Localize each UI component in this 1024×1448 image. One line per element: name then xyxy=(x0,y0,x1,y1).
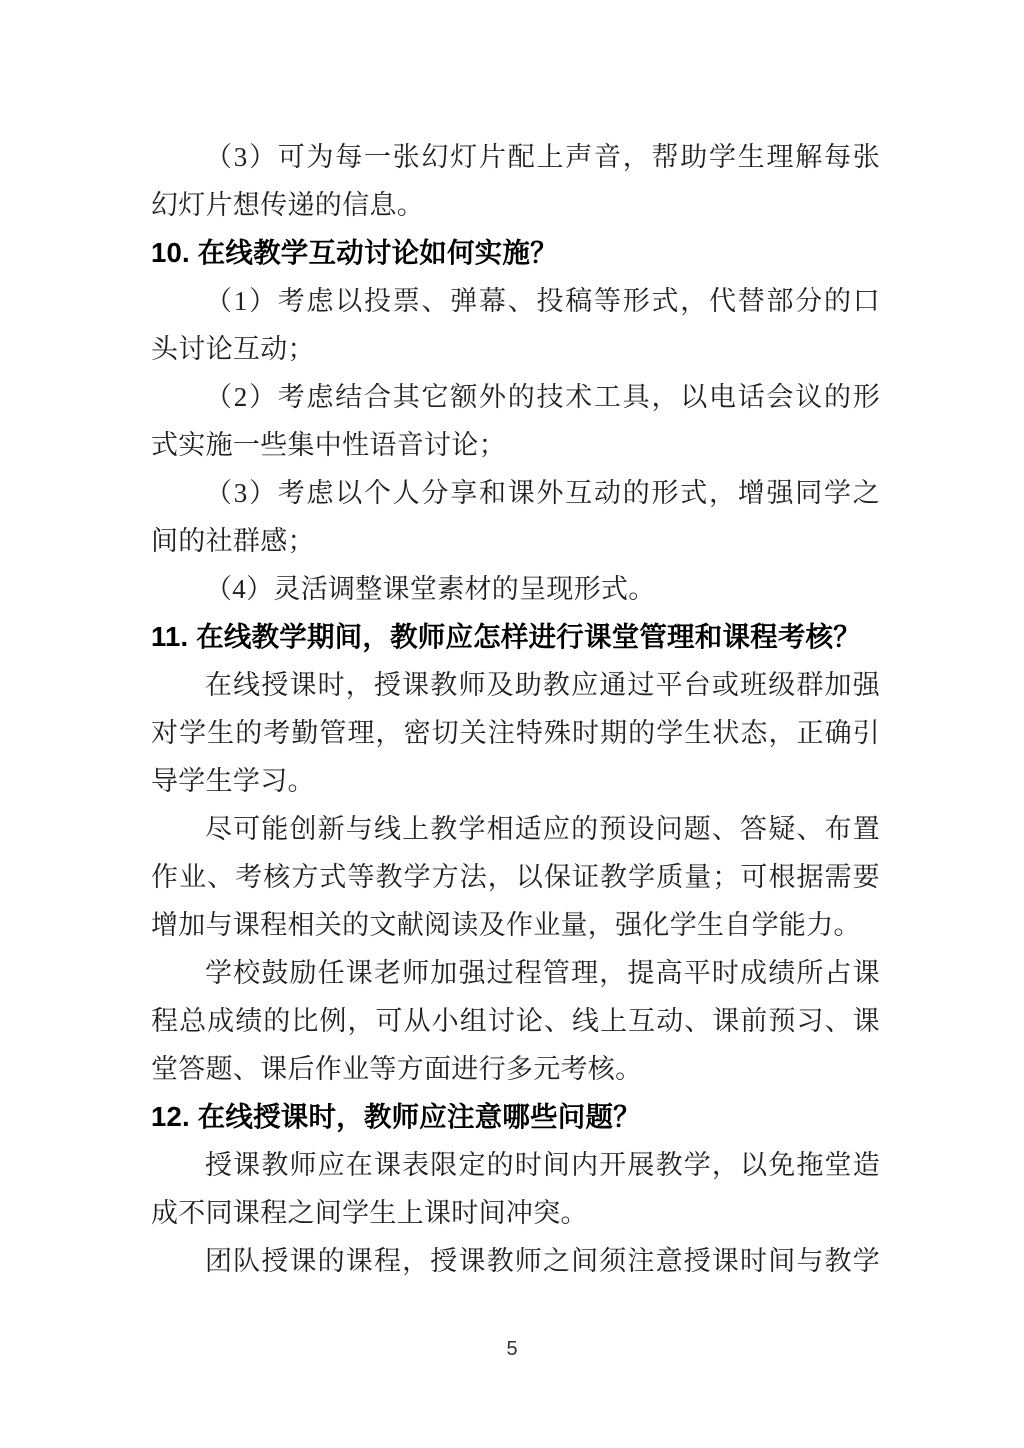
text-column xyxy=(151,133,880,1285)
text-line: 导学生学习。 xyxy=(151,766,315,796)
text-line: 团队授课的课程，授课教师之间须注意授课时间与教学 xyxy=(205,1246,880,1276)
text-line: （3）考虑以个人分享和课外互动的形式，增强同学之 xyxy=(205,478,880,508)
text-line: （1）考虑以投票、弹幕、投稿等形式，代替部分的口 xyxy=(205,286,880,316)
section-heading: 10. 在线教学互动讨论如何实施？ xyxy=(151,237,558,268)
text-line: （2）考虑结合其它额外的技术工具，以电话会议的形 xyxy=(205,382,880,412)
text-line: 幻灯片想传递的信息。 xyxy=(151,190,424,220)
text-line: 在线授课时，授课教师及助教应通过平台或班级群加强 xyxy=(205,670,880,700)
text-line: 头讨论互动； xyxy=(151,334,315,364)
text-line: 授课教师应在课表限定的时间内开展教学，以免拖堂造 xyxy=(205,1150,880,1180)
text-line: 对学生的考勤管理，密切关注特殊时期的学生状态，正确引 xyxy=(151,718,880,748)
section-heading: 12. 在线授课时，教师应注意哪些问题？ xyxy=(151,1101,641,1132)
text-line: 成不同课程之间学生上课时间冲突。 xyxy=(151,1198,588,1228)
page-number: 5 xyxy=(506,1338,518,1360)
section-heading: 11. 在线教学期间，教师应怎样进行课堂管理和课程考核？ xyxy=(151,621,861,652)
text-line: 间的社群感； xyxy=(151,526,315,556)
text-line: 学校鼓励任课老师加强过程管理，提高平时成绩所占课 xyxy=(205,958,880,988)
text-line: 增加与课程相关的文献阅读及作业量，强化学生自学能力。 xyxy=(151,910,861,940)
text-line: （4）灵活调整课堂素材的呈现形式。 xyxy=(205,574,656,604)
text-line: 式实施一些集中性语音讨论； xyxy=(151,430,506,460)
text-line: 堂答题、课后作业等方面进行多元考核。 xyxy=(151,1054,643,1084)
text-line: 作业、考核方式等教学方法，以保证教学质量；可根据需要 xyxy=(151,862,880,892)
text-line: 尽可能创新与线上教学相适应的预设问题、答疑、布置 xyxy=(205,814,880,844)
text-line: （3）可为每一张幻灯片配上声音，帮助学生理解每张 xyxy=(205,142,880,172)
text-line: 程总成绩的比例，可从小组讨论、线上互动、课前预习、课 xyxy=(151,1006,880,1036)
